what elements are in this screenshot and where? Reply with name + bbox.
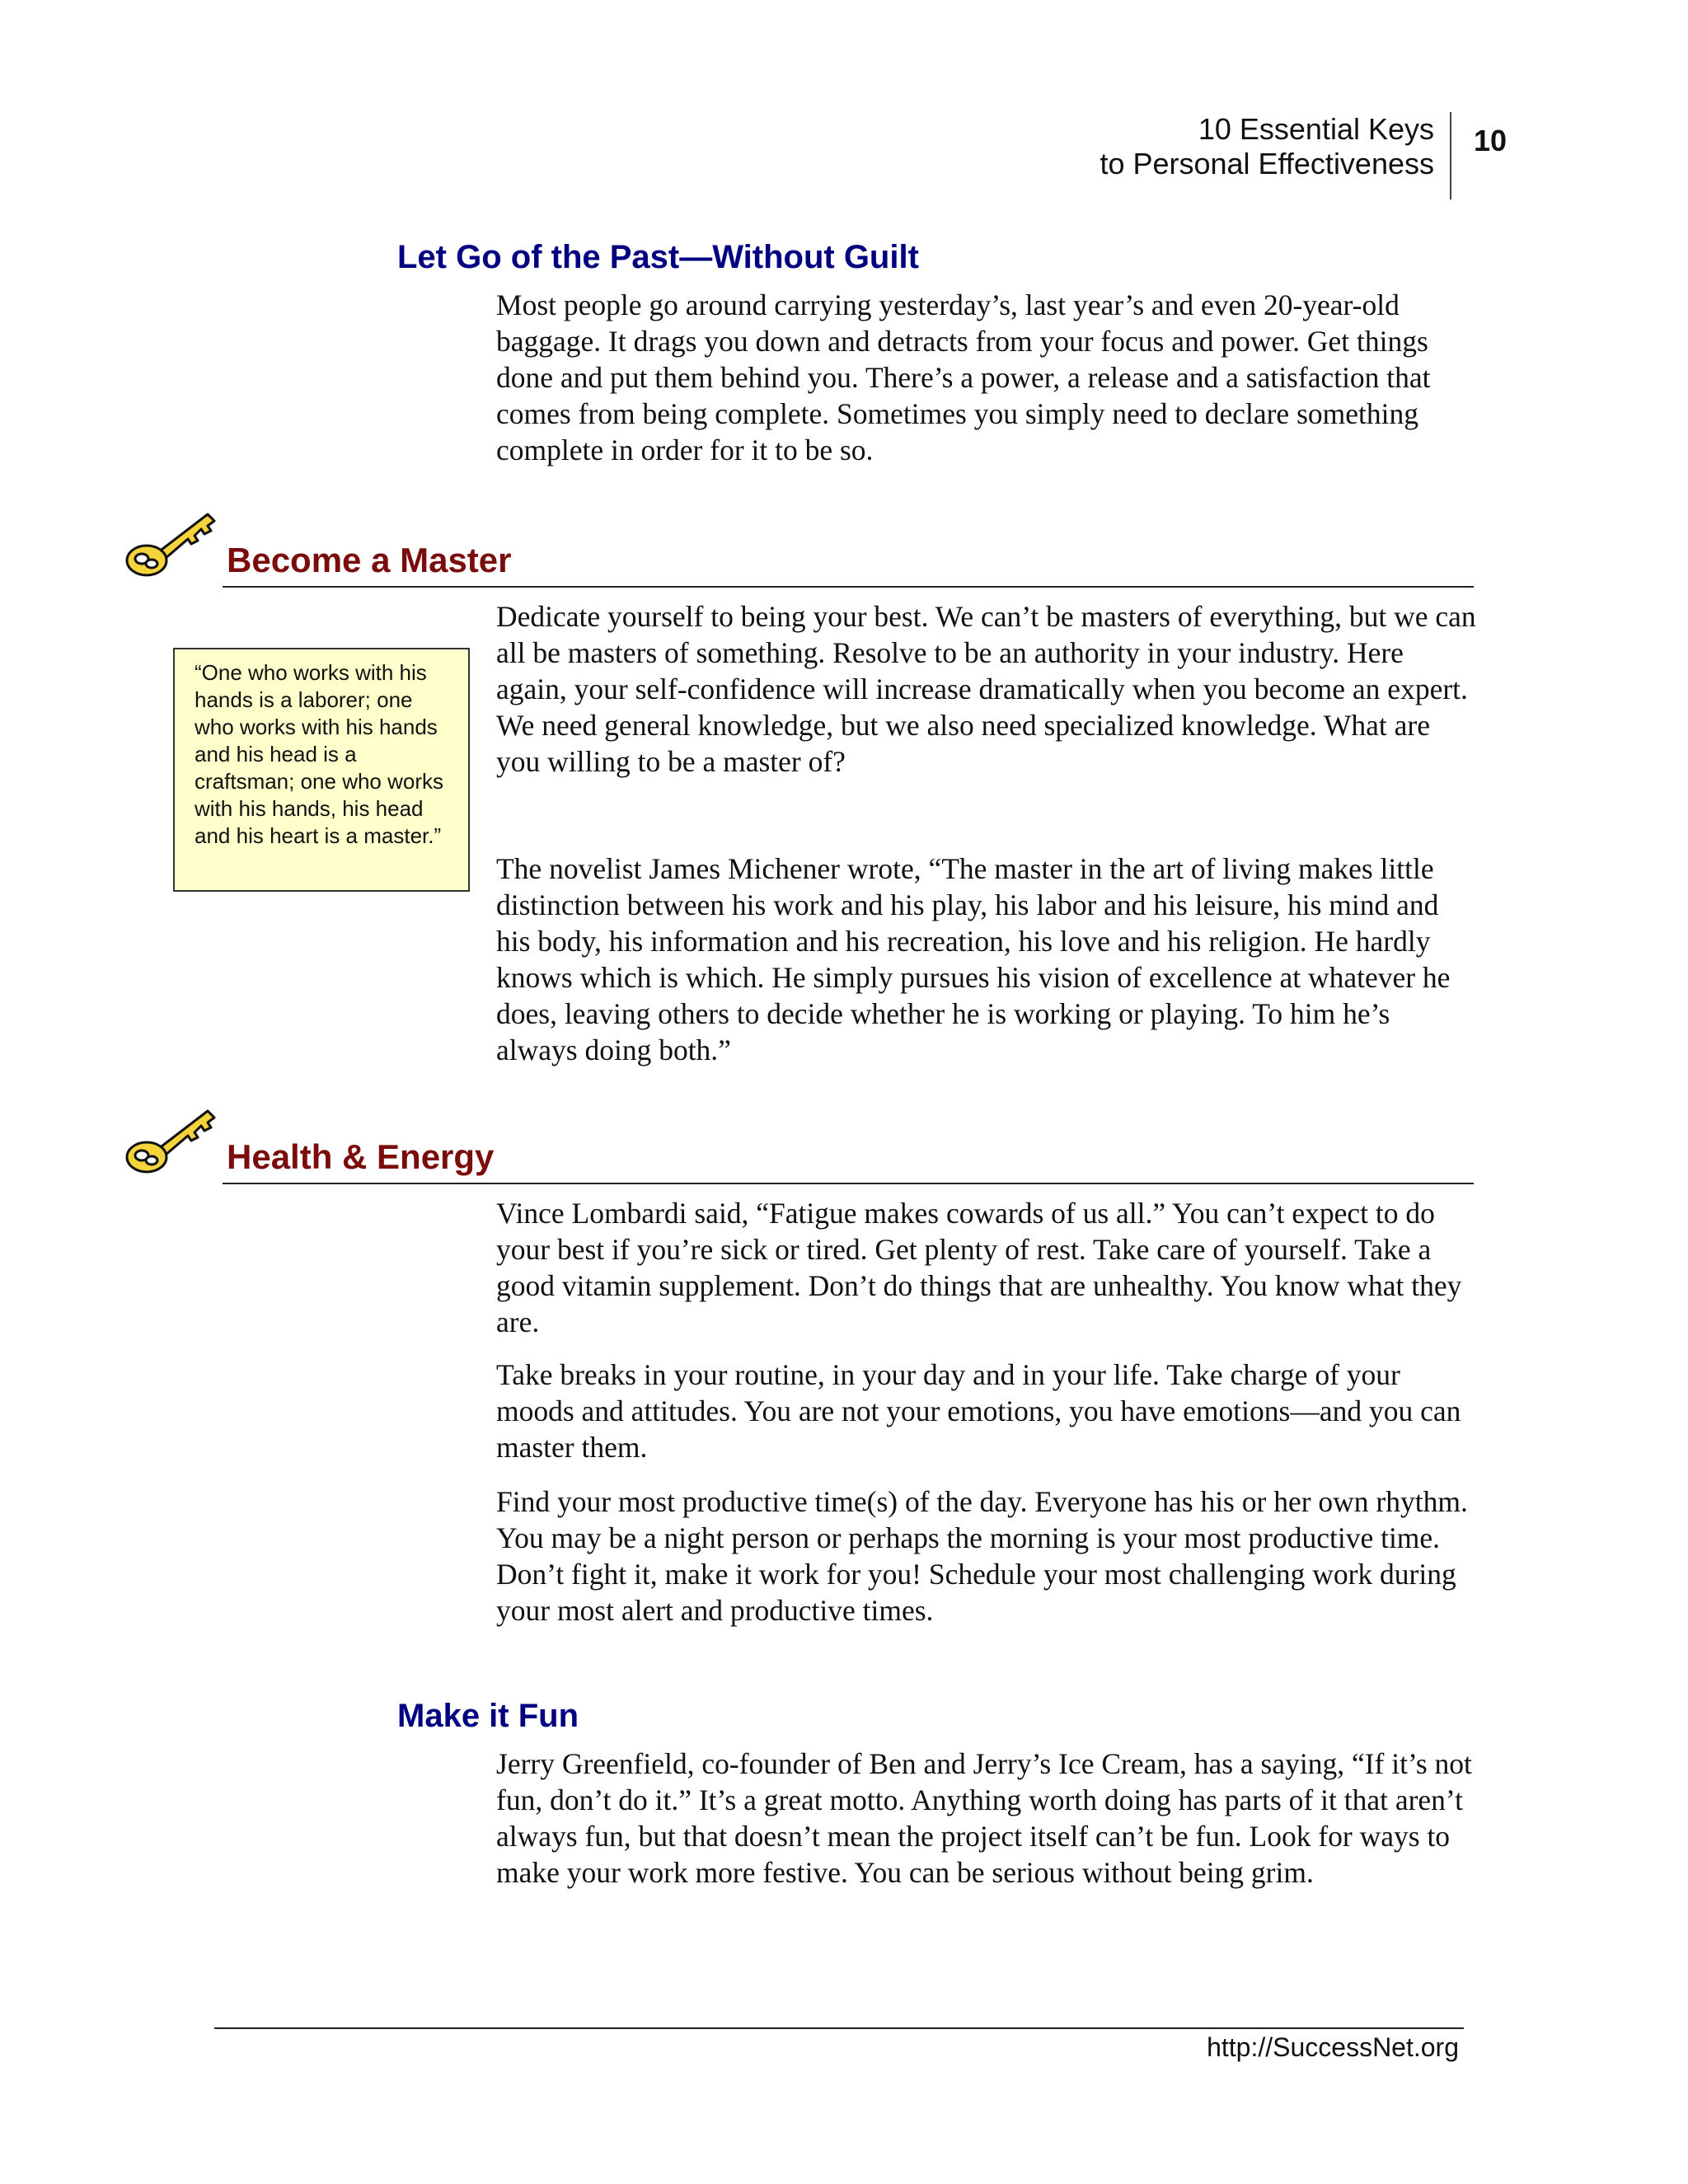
- paragraph-make-it-fun: Jerry Greenfield, co-founder of Ben and Jerry’s Ice Cream, has a saying, “If it’s not fun, don’t do it.” It’s a great motto. Anything worth doing has parts of it that aren’t always fun, but that doesn’t mean the project itself can’t be fun. Look for ways to make your work more festive. You can be serious without being grim.: [496, 1747, 1472, 1889]
- sidebar-quote: “One who works with his hands is a laborer; one who works with his hands and his head is a craftsman; one who works with his hands, his head and his heart is a master.”: [173, 648, 470, 892]
- heading-let-go: Let Go of the Past—Without Guilt: [397, 239, 919, 275]
- key-icon: [122, 504, 219, 580]
- key-icon: [122, 1101, 219, 1177]
- running-header: [857, 112, 1434, 181]
- paragraph-health-2: Take breaks in your routine, in your day and in your life. Take charge of your moods and attitudes. You are not your emotions, you have emotions—and you can master them.: [496, 1358, 1461, 1464]
- heading-make-it-fun: Make it Fun: [397, 1698, 579, 1734]
- footer-rule: [214, 2027, 1464, 2029]
- section-rule-master: [223, 586, 1474, 588]
- footer-url: http://SuccessNet.org: [1207, 2032, 1459, 2062]
- paragraph-health-3: Find your most productive time(s) of the day. Everyone has his or her own rhythm. You may be a night person or perhaps the morning is your most productive time. Don’t fight it, make it work for you! Schedule your most challenging work during your most alert and productive times.: [496, 1485, 1468, 1627]
- header-title-line1: 10 Essential Keys: [1198, 112, 1434, 146]
- heading-become-master: Become a Master: [227, 541, 512, 579]
- page-number: 10: [1474, 124, 1507, 157]
- section-rule-health: [223, 1183, 1474, 1184]
- paragraph-master-2: The novelist James Michener wrote, “The master in the art of living makes little distinction between his work and his play, his labor and his leisure, his mind and his body, his information and his recreation, his love and his religion. He hardly knows which is which. He simply pursues his vision of excellence at whatever he does, leaving others to decide whether he is working or playing. To him he’s always doing both.”: [496, 852, 1451, 1066]
- paragraph-let-go: Most people go around carrying yesterday’s, last year’s and even 20-year-old baggage. It drags you down and detracts from your focus and power. Get things done and put them behind you. There’s a power, a release and a satisfaction that comes from being complete. Sometimes you simply need to declare something complete in order for it to be so.: [496, 288, 1431, 466]
- header-divider: [1450, 112, 1451, 199]
- heading-health-energy: Health & Energy: [227, 1137, 495, 1176]
- header-title-line2: to Personal Effectiveness: [1100, 147, 1434, 180]
- paragraph-master-1: Dedicate yourself to being your best. We can’t be masters of everything, but we can all be masters of something. Resolve to be an authority in your industry. Here again, your self-confidence will increase dramatically when you become an expert. We need general knowledge, but we also need specialized knowledge. What are you willing to be a master of?: [496, 600, 1476, 778]
- paragraph-health-1: Vince Lombardi said, “Fatigue makes cowards of us all.” You can’t expect to do your best if you’re sick or tired. Get plenty of rest. Take care of yourself. Take a good vitamin supplement. Don’t do things that are unhealthy. You know what they are.: [496, 1197, 1462, 1338]
